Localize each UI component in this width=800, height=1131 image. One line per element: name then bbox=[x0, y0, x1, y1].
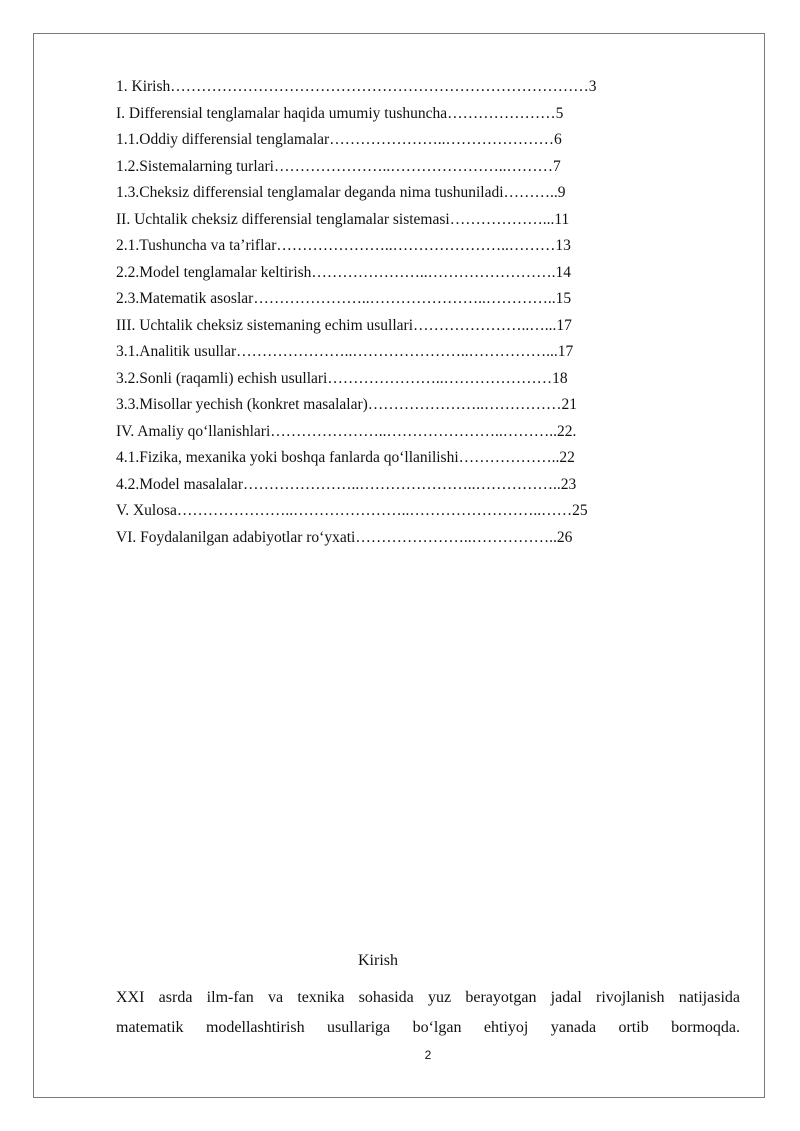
toc-entry[interactable]: IV. Amaliy qo‘llanishlari…………………..…………………..………..22. bbox=[116, 422, 577, 440]
table-of-contents bbox=[116, 74, 686, 551]
toc-entry[interactable]: II. Uchtalik cheksiz differensial tenglamalar sistemasi………………...11 bbox=[116, 210, 570, 228]
toc-entry[interactable]: 2.2.Model tenglamalar keltirish…………………..…………………….14 bbox=[116, 263, 572, 281]
toc-entry[interactable]: 3.3.Misollar yechish (konkret masalalar)…………………..……………21 bbox=[116, 396, 578, 413]
toc-entry[interactable]: 4.1.Fizika, mexanika yoki boshqa fanlarda qo‘llanilishi………………..22 bbox=[116, 449, 575, 466]
toc-entry[interactable]: 1.2.Sistemalarning turlari…………………..…………………..………7 bbox=[116, 157, 561, 175]
toc-entry[interactable]: 2.3.Matematik asoslar…………………..…………………..…………..15 bbox=[116, 290, 572, 307]
page-number-text: 2 bbox=[424, 1048, 432, 1062]
toc-entry[interactable]: 2.1.Tushuncha va ta’riflar…………………..…………………..………13 bbox=[116, 237, 571, 254]
toc-entry[interactable]: 3.1.Analitik usullar…………………..…………………..……………...17 bbox=[116, 343, 574, 360]
body-paragraph bbox=[116, 983, 740, 1043]
toc-entry[interactable]: III. Uchtalik cheksiz sistemaning echim usullari…………………..…...17 bbox=[116, 316, 572, 334]
toc-entry[interactable]: I. Differensial tenglamalar haqida umumiy tushuncha…………………5 bbox=[116, 104, 564, 122]
toc-entry[interactable]: 4.2.Model masalalar…………………..…………………..……………..23 bbox=[116, 475, 577, 493]
section-heading bbox=[0, 952, 800, 970]
paragraph-line: matematik modellashtirish usullariga bo‘lgan ehtiyoj yanada ortib bormoqda. bbox=[116, 1019, 740, 1036]
toc-entry[interactable]: V. Xulosa…………………..…………………..……………………..……25 bbox=[116, 502, 588, 519]
toc-entry[interactable]: VI. Foydalanilgan adabiyotlar ro‘yxati…………………..……………..26 bbox=[116, 528, 573, 546]
toc-entry[interactable]: 1.3.Cheksiz differensial tenglamalar deganda nima tushuniladi………..9 bbox=[116, 184, 566, 201]
toc-entry[interactable]: 1. Kirish………………………………………………………………………3 bbox=[116, 78, 597, 95]
toc-entry[interactable]: 1.1.Oddiy differensial tenglamalar…………………..…………………6 bbox=[116, 131, 562, 148]
toc-entry[interactable]: 3.2.Sonli (raqamli) echish usullari…………………..…………………18 bbox=[116, 369, 568, 387]
page-number bbox=[0, 1048, 800, 1062]
section-heading-text: Kirish bbox=[358, 952, 398, 969]
paragraph-line: XXI asrda ilm-fan va texnika sohasida yuz berayotgan jadal rivojlanish natijasida bbox=[116, 989, 740, 1006]
